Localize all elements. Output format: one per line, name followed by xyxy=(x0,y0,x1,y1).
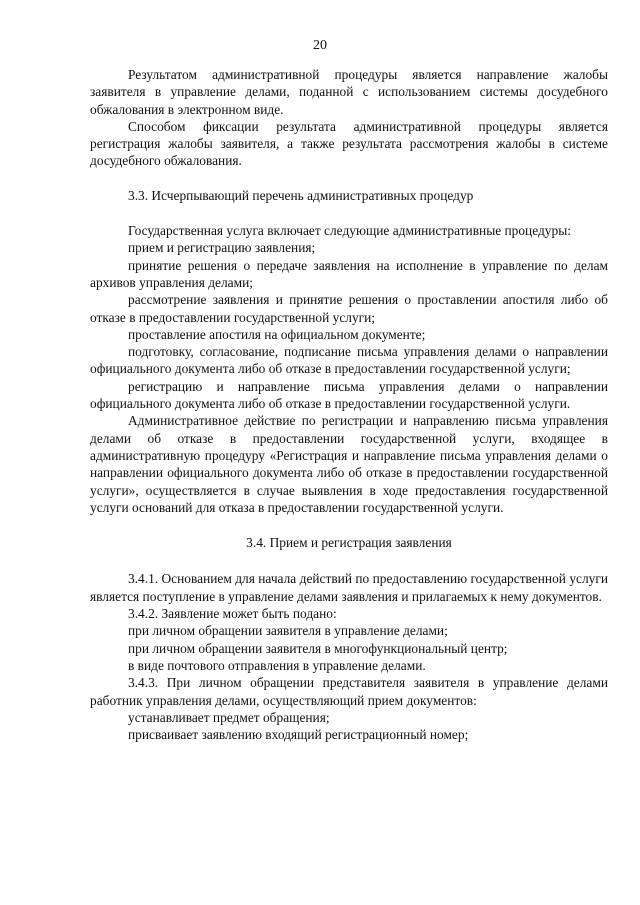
paragraph-fixation: Способом фиксации результата административной процедуры является регистрация жалобы заявителя, а также результата рассмотрения жалобы в системе досудебного обжалования. xyxy=(90,118,608,169)
reception-item: устанавливает предмет обращения; xyxy=(128,709,330,725)
procedure-item: проставление апостиля на официальном документе; xyxy=(128,326,426,342)
page-number: 20 xyxy=(313,38,327,53)
reception-item: присваивает заявлению входящий регистрационный номер; xyxy=(128,727,469,743)
procedure-item: рассмотрение заявления и принятие решения о проставлении апостиля либо об отказе в предоставлении государственной услуги; xyxy=(90,292,608,325)
procedure-item: регистрацию и направление письма управления делами о направлении официального документа либо об отказе в предоставлении государственной услуги. xyxy=(90,378,608,412)
procedure-item: принятие решения о передаче заявления на исполнение в управление по делам архивов управления делами; xyxy=(90,257,608,290)
procedure-item: прием и регистрацию заявления; xyxy=(128,240,316,256)
submission-item: при личном обращении заявителя в управление делами; xyxy=(128,623,448,639)
section-3-3-closing: Административное действие по регистрации и направлению письма управления делами об отказе в предоставлении государственной услуги, входящее в административную процедуру «Регистрация и направление письма управления делами о направлении официального документа либо об отказе в предоставлении государственной услуги», осуществляется в случае выявления в ходе предоставления государственной услуги оснований для отказа в предоставлении государственной услуги. xyxy=(90,413,608,515)
paragraph-3-4-1: 3.4.1. Основанием для начала действий по предоставлению государственной услуги является поступление в управление делами заявления и прилагаемых к нему документов. xyxy=(90,571,608,604)
document-body xyxy=(90,66,608,743)
submission-item: в виде почтового отправления в управление делами. xyxy=(128,657,426,673)
section-3-3-heading: 3.3. Исчерпывающий перечень административных процедур xyxy=(128,187,474,203)
paragraph-3-4-2: 3.4.2. Заявление может быть подано: xyxy=(128,606,337,622)
procedure-item: подготовку, согласование, подписание письма управления делами о направлении официального документа либо об отказе в предоставлении государственной услуги; xyxy=(90,344,608,377)
section-3-3-intro: Государственная услуга включает следующие административные процедуры: xyxy=(128,223,571,239)
section-3-4-heading: 3.4. Прием и регистрация заявления xyxy=(246,535,452,551)
paragraph-result: Результатом административной процедуры является направление жалобы заявителя в управление делами, поданной с использованием системы досудебного обжалования в электронном виде. xyxy=(90,67,608,117)
paragraph-3-4-3: 3.4.3. При личном обращении представителя заявителя в управление делами работник управления делами, осуществляющий прием документов: xyxy=(90,675,608,708)
submission-item: при личном обращении заявителя в многофункциональный центр; xyxy=(128,640,508,656)
